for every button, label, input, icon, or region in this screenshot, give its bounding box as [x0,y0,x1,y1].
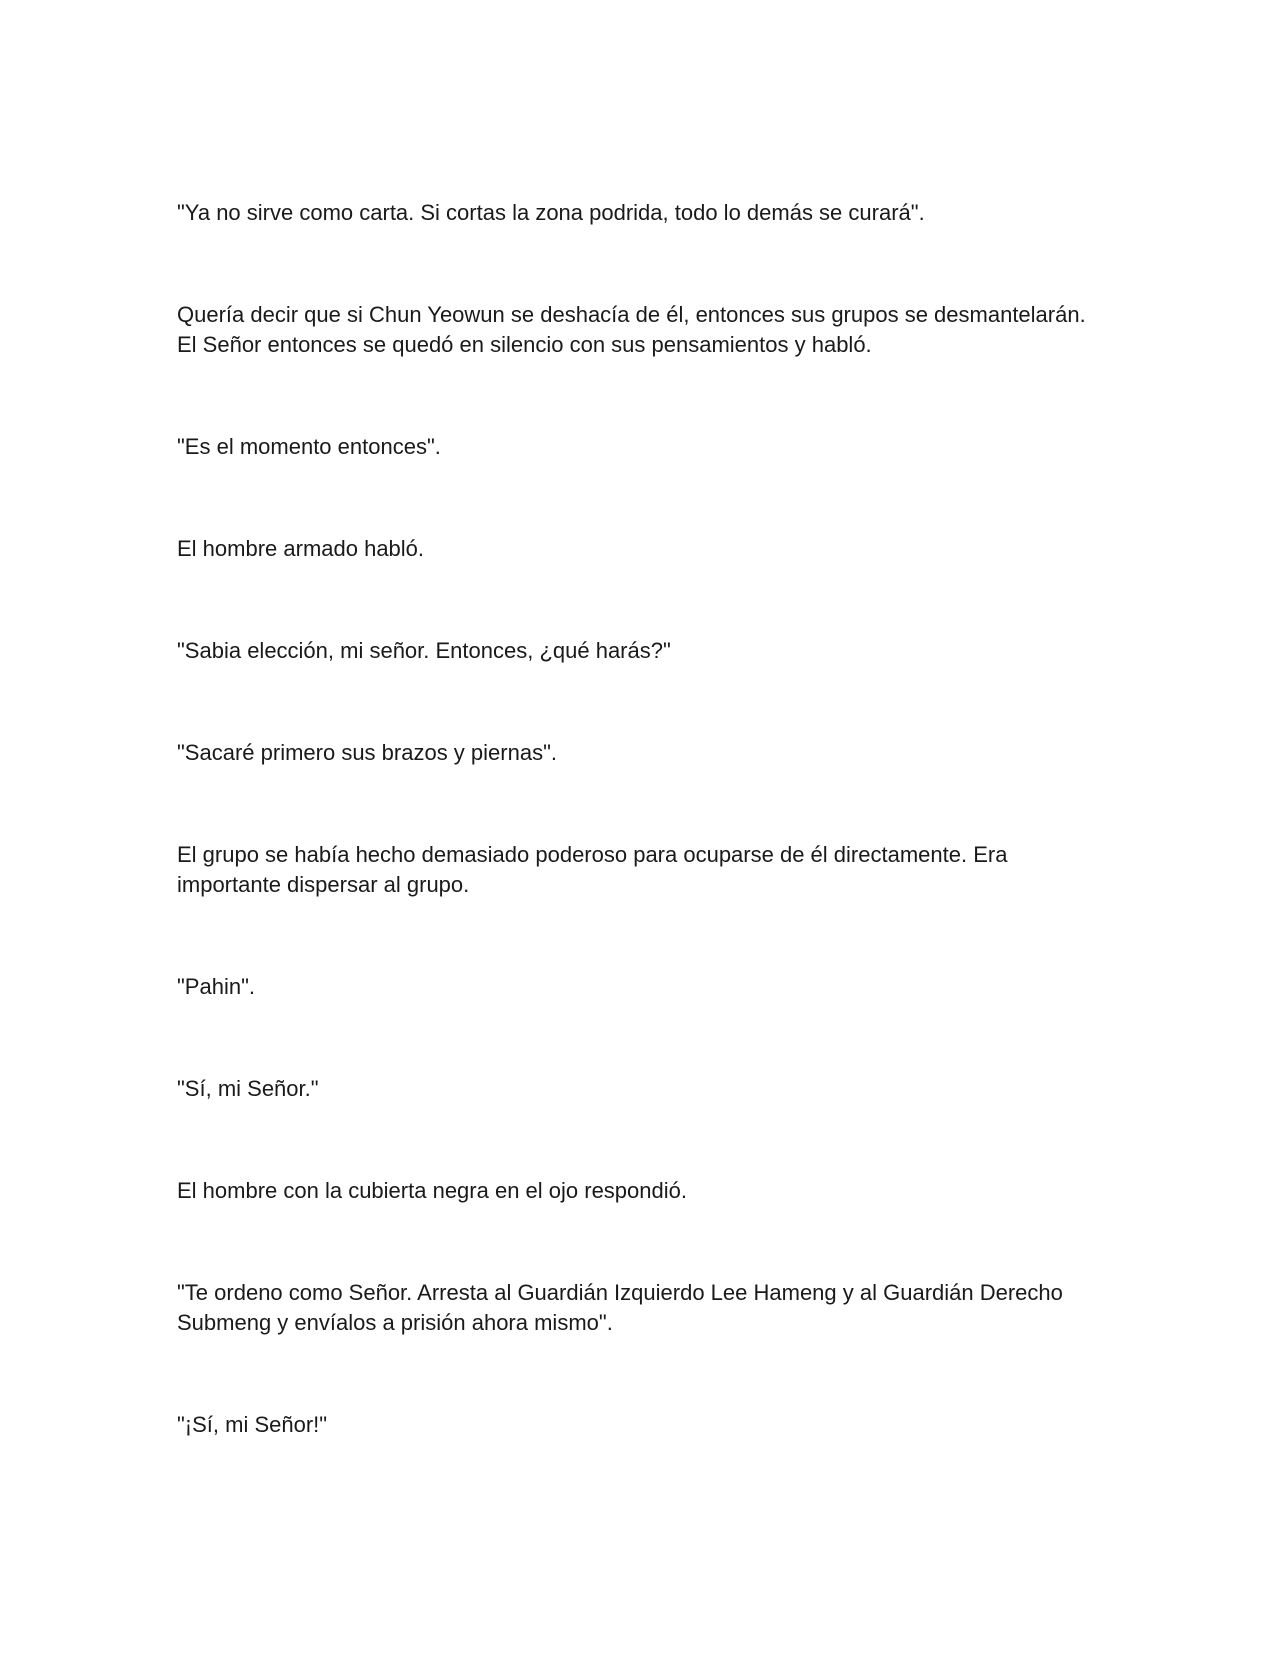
paragraph: El hombre armado habló. [177,536,425,561]
paragraph: El hombre con la cubierta negra en el ojo respondió. [177,1178,687,1203]
paragraph: Quería decir que si Chun Yeowun se deshacía de él, entonces sus grupos se desmantelarán. El Señor entonces se quedó en silencio con sus pensamientos y habló. [177,302,1086,357]
paragraph: "Te ordeno como Señor. Arresta al Guardián Izquierdo Lee Hameng y al Guardián Derecho Submeng y envíalos a prisión ahora mismo". [177,1280,1063,1335]
paragraph: "Sabia elección, mi señor. Entonces, ¿qué harás?" [177,638,671,663]
paragraph: "Ya no sirve como carta. Si cortas la zona podrida, todo lo demás se curará". [177,200,925,225]
paragraph: El grupo se había hecho demasiado poderoso para ocuparse de él directamente. Era importante dispersar al grupo. [177,842,1008,897]
paragraph: "Sí, mi Señor." [177,1076,319,1101]
paragraph: "Pahin". [177,974,255,999]
paragraph: "¡Sí, mi Señor!" [177,1412,328,1437]
paragraph: "Sacaré primero sus brazos y piernas". [177,740,557,765]
paragraph: "Es el momento entonces". [177,434,441,459]
